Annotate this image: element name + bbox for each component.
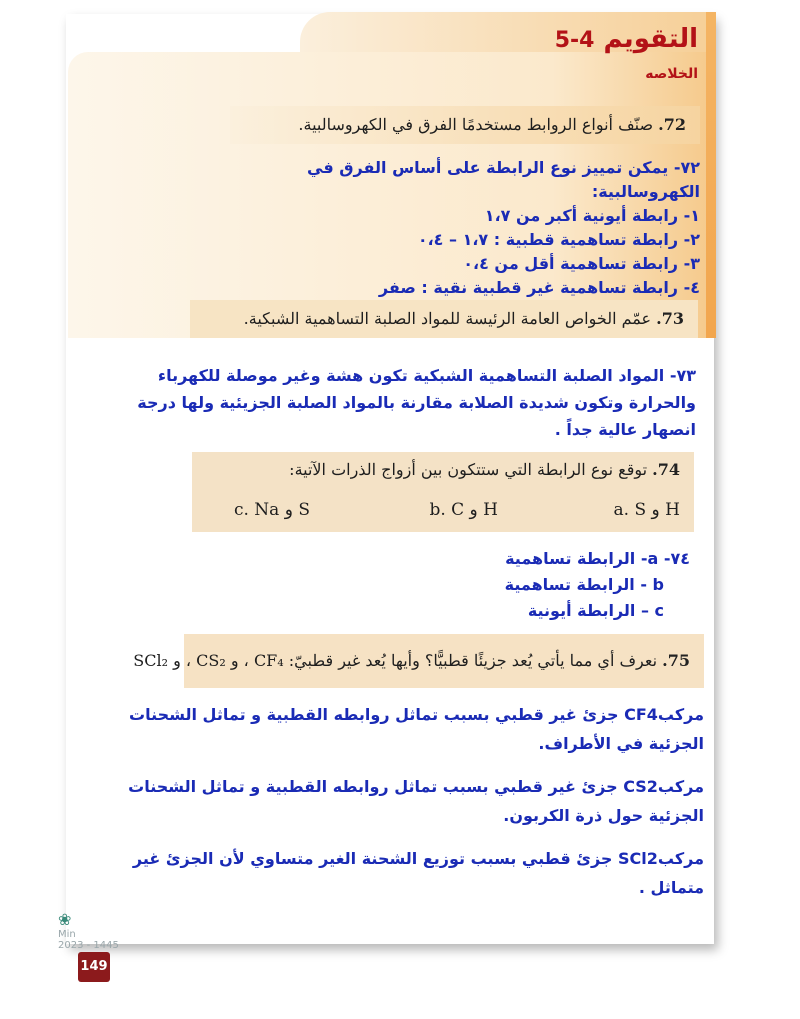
question-72-text: صنّف أنواع الروابط مستخدمًا الفرق في الكهروسالبية. [298,115,654,134]
section-title [555,24,698,54]
question-75 [133,634,704,688]
answer-75-cf4 [104,700,704,758]
question-72-number: 72. [658,115,686,134]
section-number: 4-5 [554,28,595,53]
answer-75-scl2-text: جزئ قطبي بسبب توزيع الشحنة الغير متساوي لأن الجزئ غير متماثل . [132,849,704,897]
question-74-text: توقع نوع الرابطة التي ستتكون بين أزواج الذرات الآتية: [289,460,648,479]
question-73-text: عمّم الخواص العامة الرئيسة للمواد الصلبة التساهمية الشبكية. [243,309,652,328]
page-number: 149 [78,952,110,982]
answer-72-line: ٧٢- يمكن تمييز نوع الرابطة على أساس الفرق في الكهروسالبية: [307,158,700,201]
question-73-number: 73. [656,309,684,328]
question-74 [192,452,694,532]
question-74-option-c: c. Na و S [233,500,310,520]
answer-72-line: ١- رابطة أيونية أكبر من ١،٧ [484,206,700,225]
answer-75-cf4-formula: CF4 [624,705,658,724]
answer-75-scl2-formula: SCl2 [618,849,658,868]
answer-75-cf4-text: جزئ غير قطبي بسبب تماثل روابطه القطبية و تماثل الشحنات الجزئية في الأطراف. [129,705,704,753]
answer-72-line: ٢- رابطة تساهمية قطبية : ١،٧ – ٠،٤ [417,230,700,249]
answer-75-cs2-formula: CS2 [623,777,658,796]
answer-72-line: ٤- رابطة تساهمية غير قطبية نقية : صفر [378,278,700,297]
answer-74-line: b - الرابطة تساهمية [504,575,664,594]
question-74-number: 74. [652,460,680,479]
question-75-number: 75. [662,651,690,670]
question-75-text: نعرف أي مما يأتي يُعد جزيئًا قطبيًّا؟ وأيها يُعد غير قطبيّ: CF₄ ، و CS₂ ، و SCl₂ [133,651,658,670]
logo-year: 2023 - 1445 [58,940,119,951]
logo-text: Min [58,929,76,940]
section-title-text: التقويم [603,24,698,54]
answer-75-cs2 [104,772,704,830]
logo-mark-icon: ❀ [58,910,72,929]
answer-74-line: ٧٤- a- الرابطة تساهمية [505,549,690,568]
answer-72-line: ٣- رابطة تساهمية أقل من ٠،٤ [463,254,700,273]
question-72 [230,106,700,144]
panel-edge [706,12,716,338]
question-73 [190,300,698,338]
answer-75-cs2-label: مركب [657,777,704,796]
answer-74 [390,546,690,624]
answer-75-cf4-label: مركب [657,705,704,724]
ministry-logo [58,910,128,950]
answer-73: ٧٣- المواد الصلبة التساهمية الشبكية تكون هشة وغير موصلة للكهرباء والحرارة وتكون شديدة الصلابة مقارنة بالمواد الصلبة الجزيئية ولها درجة انصهار عالية جداً . [137,366,696,439]
answer-75-cs2-text: جزئ غير قطبي بسبب تماثل روابطه القطبية و تماثل الشحنات الجزئية حول ذرة الكربون. [128,777,704,825]
question-74-stem [289,460,680,479]
answer-75-scl2-label: مركب [657,849,704,868]
answer-75-scl2 [104,844,704,902]
question-74-option-b: b. C و H [429,500,498,520]
section-subtitle: الخلاصه [645,66,698,82]
question-74-option-a: a. S و H [613,500,680,520]
answer-72 [230,156,700,300]
answer-74-line: c – الرابطة أيونية [527,601,664,620]
